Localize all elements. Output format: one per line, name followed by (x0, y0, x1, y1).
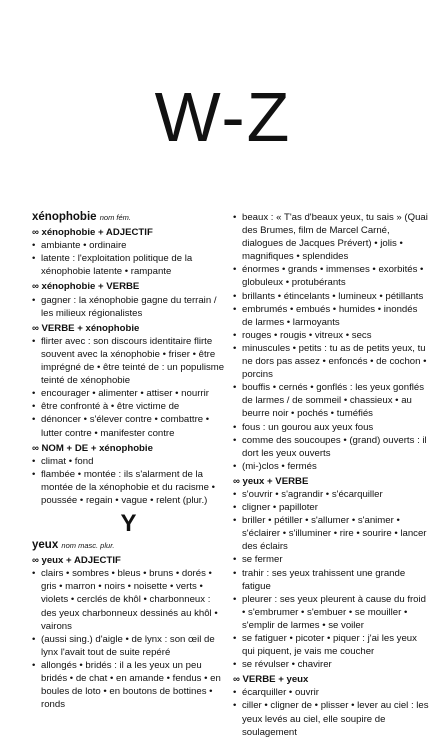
list-item: • flirter avec : son discours identitaire flirte souvent avec la xénophobie • friser • être imprégné de • être teinté de : un populisme teinté de xénophobie (32, 335, 225, 387)
list-item: • latente : l'exploitation politique de la xénophobie latente • rampante (32, 252, 225, 278)
collocation-heading: ∞ VERBE + yeux (233, 674, 309, 686)
list-item: • se fatiguer • picoter • piquer : j'ai les yeux qui piquent, je vais me coucher (233, 632, 429, 658)
list-item: • écarquiller • ouvrir (233, 686, 429, 699)
list-item: • climat • fond (32, 455, 225, 468)
list-item: • cligner • papilloter (233, 501, 429, 514)
list-item: • bouffis • cernés • gonflés : les yeux gonflés de larmes / de sommeil • chassieux • au beurre noir • pochés • tuméfiés (233, 381, 429, 420)
list-item: • encourager • alimenter • attiser • nourrir (32, 387, 225, 400)
list-item: • dénoncer • s'élever contre • combattre • lutter contre • manifester contre (32, 413, 225, 439)
list-item: • brillants • étincelants • lumineux • pétillants (233, 290, 429, 303)
collocation-heading: ∞ yeux + ADJECTIF (32, 555, 121, 567)
list-item: • s'ouvrir • s'agrandir • s'écarquiller (233, 488, 429, 501)
list-item: • flambée • montée : ils s'alarment de la montée de la xénophobie et du racisme • poussée • regain • vague • relent (plur.) (32, 468, 225, 507)
headword-text: xénophobie (32, 211, 97, 223)
collocation-heading: ∞ xénophobie + VERBE (32, 281, 140, 293)
list-item: • énormes • grands • immenses • exorbités • globuleux • protubérants (233, 263, 429, 289)
part-of-speech: nom fém. (99, 213, 131, 222)
list-item: • être confronté à • être victime de (32, 400, 225, 413)
list-item: • embrumés • embués • humides • inondés de larmes • larmoyants (233, 303, 429, 329)
list-item: • beaux : « T'as d'beaux yeux, tu sais » (Quai des Brumes, film de Marcel Carné, dialogues de Jacques Prévert) • jolis • magnifiques • splendides (233, 211, 429, 263)
list-item: • gagner : la xénophobie gagne du terrain / les milieux régionalistes (32, 294, 225, 320)
list-item: • pleurer : ses yeux pleurent à cause du froid • s'embrumer • s'embuer • se mouiller • s'emplir de larmes • se voiler (233, 593, 429, 632)
right-column (233, 211, 429, 739)
list-item: • allongés • bridés : il a les yeux un peu bridés • de chat • en amande • fendus • en boules de loto • en boutons de bottines • ronds (32, 659, 225, 711)
list-item: • rouges • rougis • vitreux • secs (233, 329, 429, 342)
list-item: • fous : un gourou aux yeux fous (233, 421, 429, 434)
collocation-heading: ∞ xénophobie + ADJECTIF (32, 227, 153, 239)
headword (32, 539, 225, 552)
headword (32, 211, 225, 224)
list-item: • se révulser • chavirer (233, 658, 429, 671)
list-item: • ambiante • ordinaire (32, 239, 225, 252)
collocation-heading: ∞ NOM + DE + xénophobie (32, 442, 153, 454)
section-letter: Y (120, 510, 137, 538)
part-of-speech: nom masc. plur. (61, 541, 115, 551)
list-item: • se fermer (233, 553, 429, 566)
list-item: • ciller • cligner de • plisser • lever au ciel : les yeux levés au ciel, elle soupire de soulagement (233, 699, 429, 738)
list-item: • (aussi sing.) d'aigle • de lynx : son œil de lynx l'avait tout de suite repéré (32, 633, 225, 659)
left-column (32, 211, 225, 711)
list-item: • minuscules • petits : tu as de petits yeux, tu ne dors pas assez • enfoncés • de cochon • porcins (233, 342, 429, 381)
list-item: • (mi-)clos • fermés (233, 460, 429, 473)
list-item: • comme des soucoupes • (grand) ouverts : il dort les yeux ouverts (233, 434, 429, 460)
collocation-heading: ∞ yeux + VERBE (233, 475, 309, 487)
collocation-heading: ∞ VERBE + xénophobie (32, 322, 140, 334)
section-letters-title: W-Z (154, 78, 292, 156)
list-item: • trahir : ses yeux trahissent une grande fatigue (233, 567, 429, 593)
list-item: • clairs • sombres • bleus • bruns • dorés • gris • marron • noirs • noisette • verts • violets • cerclés de khôl • charbonneux : des yeux charbonneux dessinés au khôl • vairons (32, 567, 225, 632)
headword-text: yeux (32, 539, 59, 552)
list-item: • briller • pétiller • s'allumer • s'animer • s'éclairer • s'illuminer • rire • sourire • lancer des éclairs (233, 514, 429, 553)
